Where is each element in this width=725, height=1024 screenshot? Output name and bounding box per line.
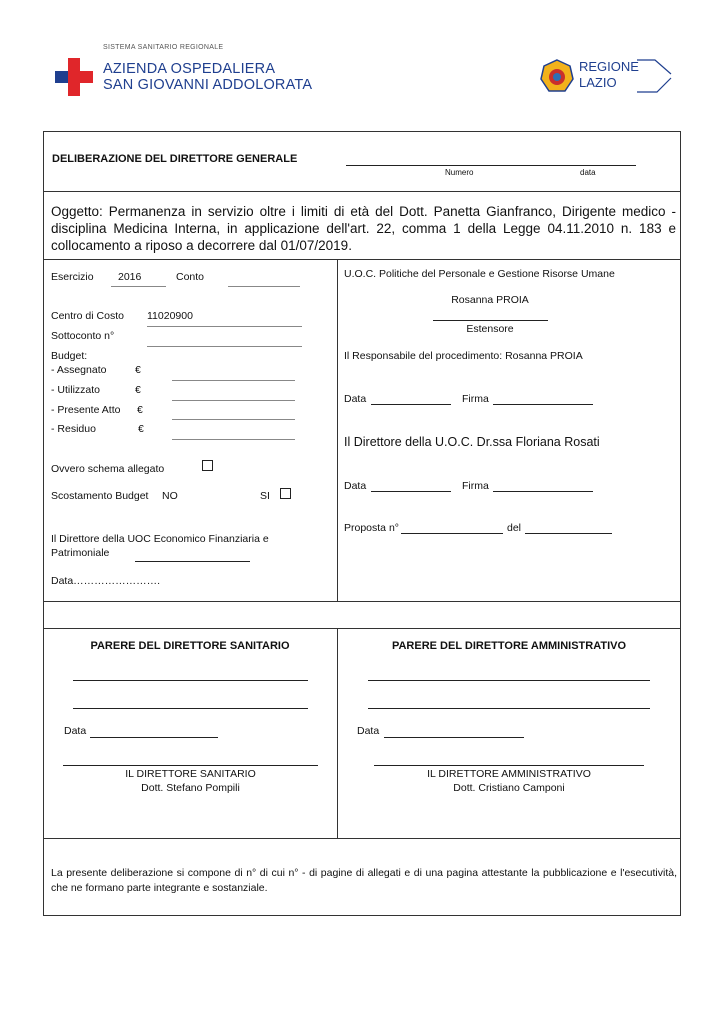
esercizio-underline [111,286,166,287]
amministrativo-role: IL DIRETTORE AMMINISTRATIVO [427,768,591,780]
direttore-finanziario-line2: Patrimoniale [51,547,110,559]
residuo-underline [172,439,295,440]
firma-label-2: Firma [462,480,489,492]
divider [43,838,681,839]
direttore-finanziario-line1: Il Direttore della UOC Economico Finanziaria e [51,533,269,545]
footer-text: La presente deliberazione si compone di n° di cui n° - di pagine di allegati e di una pagina attestante la pubblicazione e l'esecutività, che ne formano parte integrante e sostanziale. [51,867,677,894]
assegnato-label: - Assegnato [51,364,107,376]
estensore-name: Rosanna PROIA [451,294,529,306]
parere-sanitario-line [73,680,308,681]
data-label: data [580,168,596,177]
euro-sign: € [135,384,141,396]
divider [43,628,681,629]
number-date-line [346,165,636,166]
data-label-2: Data [344,480,367,492]
conto-underline [228,286,300,287]
esercizio-value: 2016 [118,271,142,283]
centro-underline [147,326,302,327]
sanitario-data-label: Data [64,725,87,737]
parere-sanitario-title: PARERE DEL DIRETTORE SANITARIO [90,640,290,652]
hospital-name-line2: SAN GIOVANNI ADDOLORATA [103,77,313,93]
region-name-line1: REGIONE [579,59,639,74]
direttore-finanziario-signature [135,561,250,562]
divider [43,259,681,260]
centro-label: Centro di Costo [51,310,124,322]
parere-amministrativo-line [368,680,650,681]
column-divider [337,259,338,601]
scostamento-label: Scostamento Budget [51,490,149,502]
estensore-label: Estensore [466,323,514,335]
region-logo [540,58,675,94]
si-checkbox[interactable] [280,488,291,499]
proposta-label: Proposta n° [344,522,399,534]
numero-label: Numero [445,168,474,177]
region-emblem-icon [540,59,574,93]
sanitario-data-line [90,737,218,738]
euro-sign: € [135,364,141,376]
divider [43,191,681,192]
amministrativo-signature-line [374,765,644,766]
amministrativo-name: Dott. Cristiano Camponi [453,782,565,794]
hospital-name-line1: AZIENDA OSPEDALIERA [103,61,276,77]
assegnato-underline [172,380,295,381]
parere-sanitario-line [73,708,308,709]
sottoconto-label: Sottoconto n° [51,330,115,342]
utilizzato-underline [172,400,295,401]
data-line-2 [371,491,451,492]
proposta-line [401,533,503,534]
parere-amministrativo-line [368,708,650,709]
divider [43,601,681,602]
region-name-line2: LAZIO [579,75,617,90]
amministrativo-data-label: Data [357,725,380,737]
conto-label: Conto [176,271,205,283]
region-swoosh-icon [635,58,675,94]
data-dots: Data……………………. [51,575,161,587]
uoc-title: U.O.C. Politiche del Personale e Gestione Risorse Umane [344,268,615,280]
data-line-1 [371,404,451,405]
si-label: SI [260,490,270,502]
direttore-uoc: Il Direttore della U.O.C. Dr.ssa Floriana Rosati [344,435,600,449]
deliberation-title: DELIBERAZIONE DEL DIRETTORE GENERALE [52,153,298,165]
centro-value: 11020900 [147,310,193,322]
firma-label-1: Firma [462,393,489,405]
utilizzato-label: - Utilizzato [51,384,101,396]
euro-sign: € [137,404,143,416]
no-label: NO [162,490,178,502]
estensore-underline [433,320,548,321]
residuo-label: - Residuo [51,423,96,435]
presente-underline [172,419,295,420]
amministrativo-data-line [384,737,524,738]
system-label: SISTEMA SANITARIO REGIONALE [103,44,224,51]
schema-checkbox[interactable] [202,460,213,471]
firma-line-2 [493,491,593,492]
subject-text: Oggetto: Permanenza in servizio oltre i limiti di età del Dott. Panetta Gianfranco, Dirigente medico - disciplina Medicina Interna, in applicazione dell'art. 22, comma 1 della Legge 04.11.2010 n. 183 e collocamento a riposo a decorrere dal 01/07/2019. [51,204,676,253]
presente-label: - Presente Atto [51,404,121,416]
sanitario-signature-line [63,765,318,766]
del-label: del [507,522,522,534]
sanitario-role: IL DIRETTORE SANITARIO [125,768,256,780]
schema-label: Ovvero schema allegato [51,463,165,475]
esercizio-label: Esercizio [51,271,94,283]
budget-label: Budget: [51,350,88,362]
responsabile-text: Il Responsabile del procedimento: Rosanna PROIA [344,350,583,362]
red-cross-icon [55,58,93,96]
firma-line-1 [493,404,593,405]
hospital-logo [55,44,325,96]
column-divider [337,628,338,838]
sanitario-name: Dott. Stefano Pompili [141,782,240,794]
parere-amministrativo-title: PARERE DEL DIRETTORE AMMINISTRATIVO [391,640,627,652]
sottoconto-underline [147,346,302,347]
euro-sign: € [138,423,144,435]
del-line [525,533,612,534]
data-label-1: Data [344,393,367,405]
